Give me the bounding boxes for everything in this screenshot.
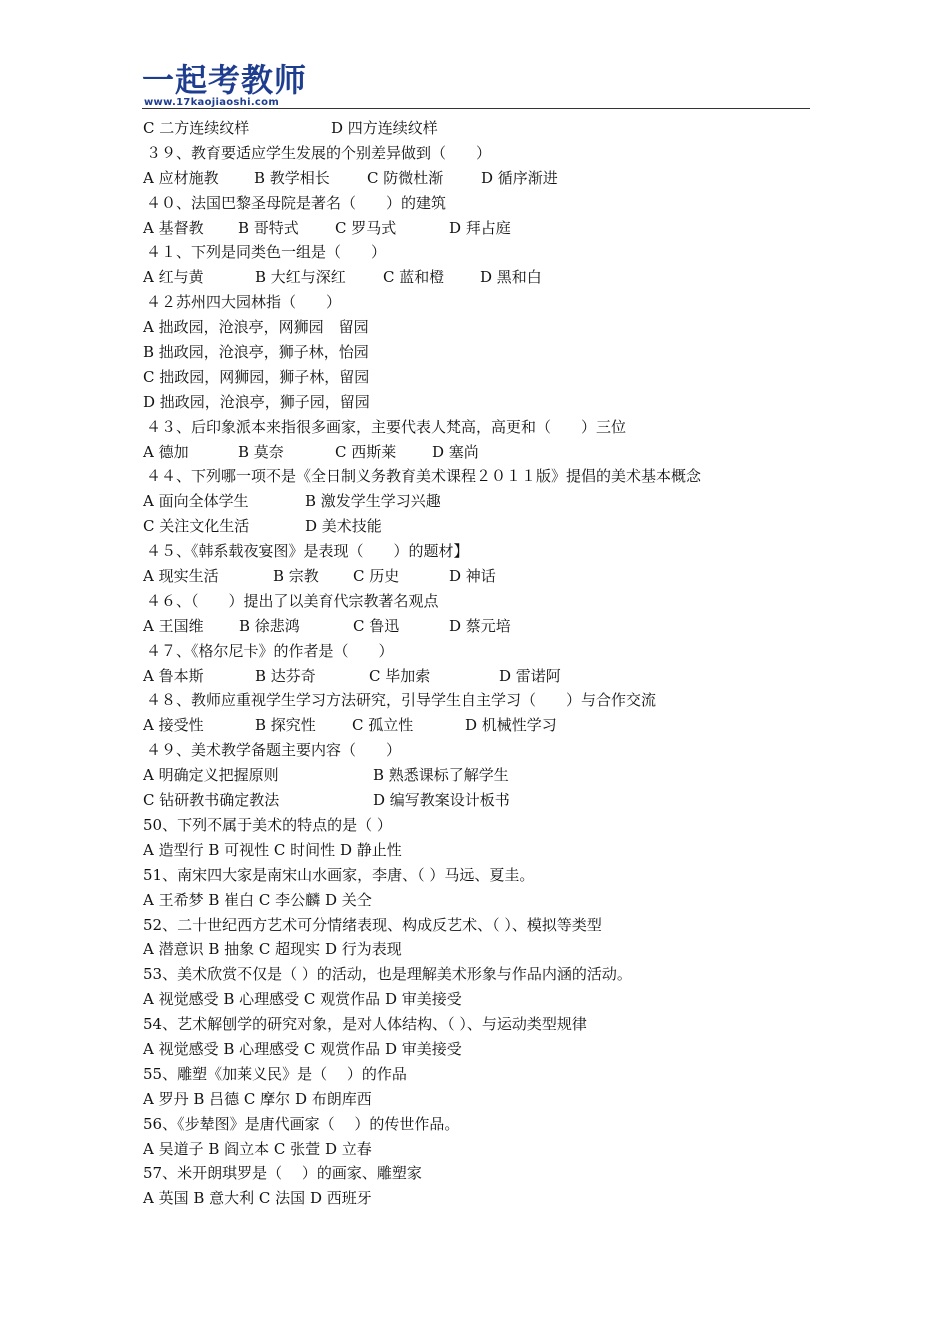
option-text: A 接受性 — [143, 716, 204, 735]
text-line: A 潜意识 B 抽象 C 超现实 D 行为表现 — [143, 940, 402, 959]
option-text: B 探究性 — [255, 716, 316, 735]
option-text: D 神话 — [449, 567, 496, 586]
option-text: C 防微杜渐 — [367, 168, 444, 187]
option-text: C 关注文化生活 — [143, 517, 250, 536]
question-text: ４９、美术教学备题主要内容（ ） — [146, 741, 402, 760]
page-header — [142, 62, 810, 112]
option-row — [143, 216, 823, 241]
option-row — [143, 564, 823, 589]
text-line: C 拙政园，网狮园，狮子林，留园 — [143, 367, 370, 386]
question-text: ４６、（ ）提出了以美育代宗教著名观点 — [146, 591, 439, 610]
question-text: ４５、《韩系载夜宴图》是表现（ ）的题材】 — [146, 542, 469, 561]
option-text: D 编写教案设计板书 — [373, 791, 510, 810]
text-line: D 拙政园，沧浪亭，狮子园，留园 — [143, 392, 370, 411]
text-line: A 罗丹 B 吕德 C 摩尔 D 布朗库西 — [143, 1089, 372, 1108]
text-line: A 王希梦 B 崔白 C 李公麟 D 关仝 — [143, 890, 372, 909]
text-line: A 造型行 B 可视性 C 时间性 D 静止性 — [143, 840, 402, 859]
option-text: A 现实生活 — [143, 567, 219, 586]
option-text: A 红与黄 — [143, 268, 204, 287]
option-text: A 应材施教 — [143, 168, 219, 187]
text-line: 54、艺术解刨学的研究对象，是对人体结构、（ ）、与运动类型规律 — [143, 1015, 587, 1034]
option-text: C 蓝和橙 — [383, 268, 445, 287]
option-text: B 熟悉课标了解学生 — [373, 766, 509, 785]
option-text: D 蔡元培 — [449, 616, 511, 635]
option-text: D 塞尚 — [432, 442, 479, 461]
option-row — [143, 713, 823, 738]
option-text: C 二方连续纹样 — [143, 119, 250, 137]
option-row — [143, 166, 823, 191]
option-text: A 基督教 — [143, 218, 204, 237]
option-text: C 钻研教书确定教法 — [143, 791, 280, 810]
header-divider — [142, 108, 810, 109]
option-text: D 拜占庭 — [449, 218, 511, 237]
question-text: ４８、教师应重视学生学习方法研究，引导学生自主学习（ ）与合作交流 — [146, 691, 657, 710]
option-row — [143, 788, 823, 813]
text-line: 56、《步辇图》是唐代画家（ ）的传世作品。 — [143, 1114, 460, 1133]
text-line: 50、下列不属于美术的特点的是（ ） — [143, 815, 392, 834]
option-text: D 循序渐进 — [481, 168, 558, 187]
text-line: B 拙政园，沧浪亭，狮子林，怡园 — [143, 343, 369, 362]
option-text: B 宗教 — [273, 567, 319, 586]
text-line: A 英国 B 意大利 C 法国 D 西班牙 — [143, 1189, 372, 1208]
option-text: D 黑和白 — [480, 268, 542, 287]
option-row — [143, 440, 823, 465]
text-line: 53、美术欣赏不仅是（ ）的活动，也是理解美术形象与作品内涵的活动。 — [143, 965, 632, 984]
option-text: C 历史 — [353, 567, 400, 586]
option-text: B 达芬奇 — [255, 666, 316, 685]
text-line: 52、二十世纪西方艺术可分情绪表现、构成反艺术、（ ）、模拟等类型 — [143, 915, 602, 934]
text-line: 55、雕塑《加莱义民》是（ ）的作品 — [143, 1064, 407, 1083]
option-text: C 鲁迅 — [353, 616, 400, 635]
question-text: ３９、教育要适应学生发展的个别差异做到（ ） — [146, 143, 492, 162]
option-row — [143, 763, 823, 788]
option-text: D 美术技能 — [305, 517, 382, 536]
question-text: ４７、《格尔尼卡》的作者是（ ） — [146, 641, 394, 660]
option-row — [143, 664, 823, 689]
question-text: ４４、下列哪一项不是《全日制义务教育美术课程２０１１版》提倡的美术基本概念 — [146, 467, 702, 486]
text-line: 51、南宋四大家是南宋山水画家，李唐、（ ）马远、夏圭。 — [143, 865, 535, 884]
option-text: B 莫奈 — [238, 442, 284, 461]
text-line: A 拙政园，沧浪亭，网狮园 留园 — [143, 318, 369, 337]
option-row — [143, 265, 823, 290]
option-text: B 哥特式 — [238, 218, 299, 237]
option-text: B 大红与深红 — [255, 268, 346, 287]
exam-questions — [143, 116, 823, 1211]
option-text: B 教学相长 — [254, 168, 330, 187]
site-url: www.17kaojiaoshi.com — [144, 97, 280, 108]
question-text: ４１、下列是同类色一组是（ ） — [146, 243, 387, 262]
option-text: C 毕加索 — [369, 666, 431, 685]
option-text: D 四方连续纹样 — [331, 119, 438, 137]
option-text: A 面向全体学生 — [143, 492, 249, 511]
option-text: D 雷诺阿 — [499, 666, 561, 685]
option-row — [143, 489, 823, 514]
option-text: B 激发学生学习兴趣 — [305, 492, 441, 511]
question-text: ４０、法国巴黎圣母院是著名（ ）的建筑 — [146, 193, 447, 212]
question-text: ４３、后印象派本来指很多画家，主要代表人梵高，高更和（ ）三位 — [146, 417, 627, 436]
option-text: A 德加 — [143, 442, 189, 461]
option-text: D 机械性学习 — [465, 716, 557, 735]
text-line: A 视觉感受 B 心理感受 C 观赏作品 D 审美接受 — [143, 990, 462, 1009]
option-row — [143, 614, 823, 639]
text-line: A 吴道子 B 阎立本 C 张萱 D 立春 — [143, 1139, 372, 1158]
option-row — [143, 116, 823, 141]
option-row — [143, 514, 823, 539]
option-text: A 鲁本斯 — [143, 666, 204, 685]
text-line: A 视觉感受 B 心理感受 C 观赏作品 D 审美接受 — [143, 1039, 462, 1058]
option-text: C 西斯莱 — [335, 442, 397, 461]
option-text: B 徐悲鸿 — [239, 616, 300, 635]
site-logo: 一起考教师 — [142, 61, 308, 99]
text-line: 57、米开朗琪罗是（ ）的画家、雕塑家 — [143, 1164, 422, 1183]
option-text: C 孤立性 — [352, 716, 414, 735]
option-text: C 罗马式 — [335, 218, 397, 237]
option-text: A 明确定义把握原则 — [143, 766, 279, 785]
question-text: ４２苏州四大园林指（ ） — [146, 293, 342, 312]
option-text: A 王国维 — [143, 616, 204, 635]
